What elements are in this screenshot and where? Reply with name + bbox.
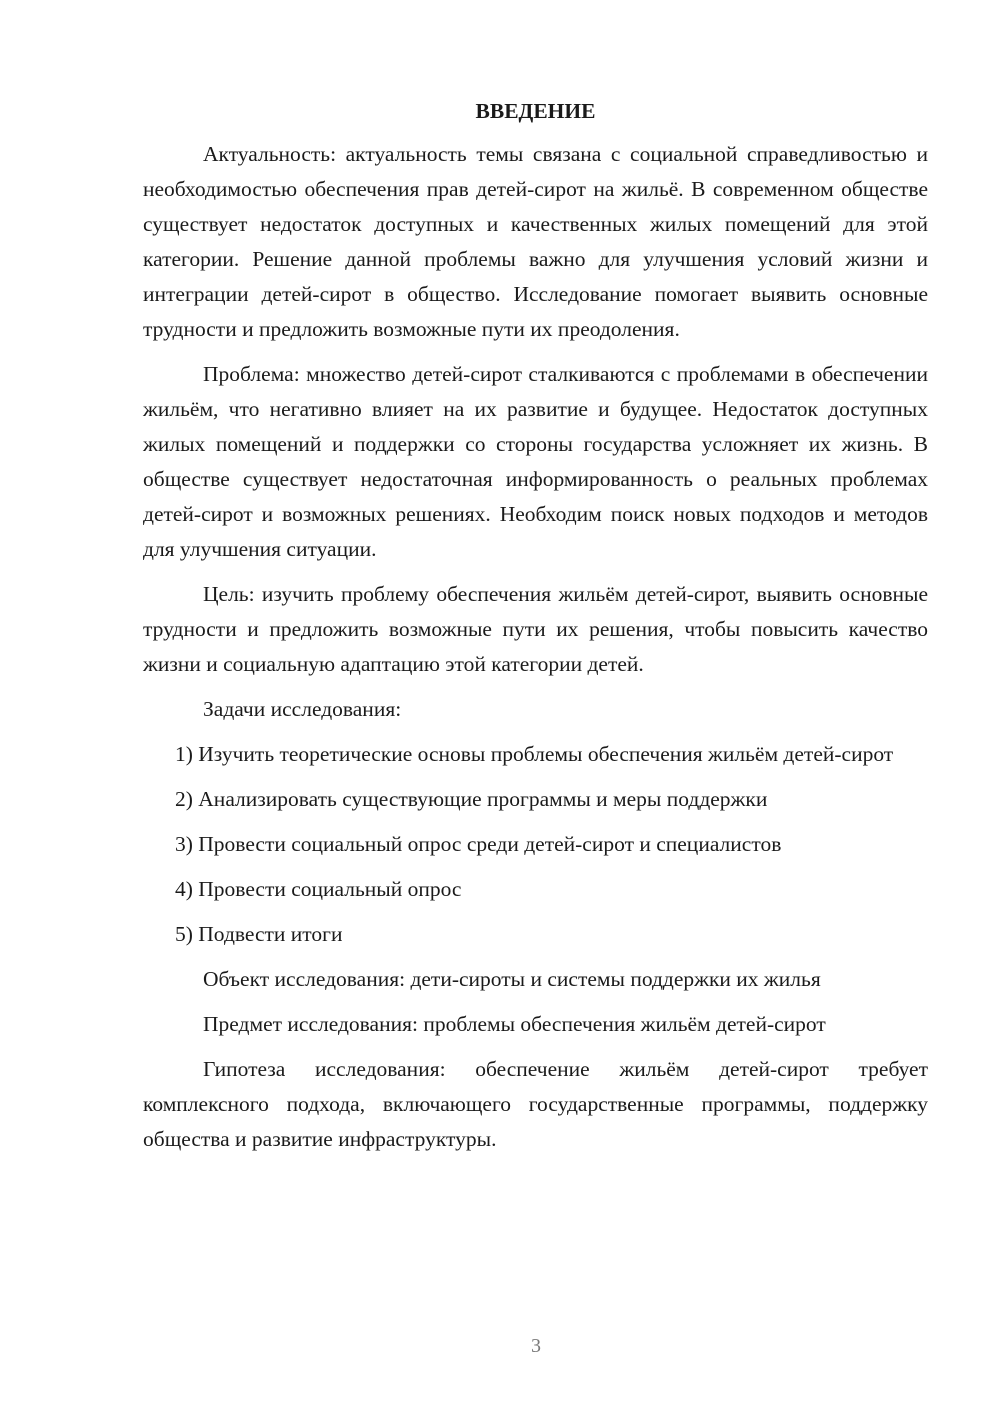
task-item-4: 4) Провести социальный опрос: [175, 877, 462, 901]
page-number: 3: [531, 1335, 541, 1357]
paragraph-goal: Цель: изучить проблему обеспечения жильём детей-сирот, выявить основные трудности и предложить возможные пути их решения, чтобы повысить качество жизни и социальную адаптацию этой категории детей.: [143, 582, 928, 676]
paragraph-hypothesis: Гипотеза исследования: обеспечение жильём детей-сирот требует комплексного подхода, включающего государственные программы, поддержку общества и развитие инфраструктуры.: [143, 1057, 928, 1151]
paragraph-subject: Предмет исследования: проблемы обеспечения жильём детей-сирот: [203, 1012, 826, 1036]
paragraph-relevance: Актуальность: актуальность темы связана с социальной справедливостью и необходимостью обеспечения прав детей-сирот на жильё. В современном обществе существует недостаток доступных и качественных жилых помещений для этой категории. Решение данной проблемы важно для улучшения условий жизни и интеграции детей-сирот в общество. Исследование помогает выявить основные трудности и предложить возможные пути их преодоления.: [143, 142, 928, 341]
section-title: ВВЕДЕНИЕ: [475, 99, 596, 123]
task-item-3: 3) Провести социальный опрос среди детей-сирот и специалистов: [175, 832, 782, 856]
paragraph-problem: Проблема: множество детей-сирот сталкиваются с проблемами в обеспечении жильём, что негативно влияет на их развитие и будущее. Недостаток доступных жилых помещений и поддержки со стороны государства усложняет их жизнь. В обществе существует недостаточная информированность о реальных проблемах детей-сирот и возможных решениях. Необходим поиск новых подходов и методов для улучшения ситуации.: [143, 362, 928, 561]
paragraph-object: Объект исследования: дети-сироты и системы поддержки их жилья: [203, 967, 821, 991]
task-item-2: 2) Анализировать существующие программы и меры поддержки: [175, 787, 768, 811]
task-item-1: 1) Изучить теоретические основы проблемы обеспечения жильём детей-сирот: [175, 742, 894, 766]
task-item-5: 5) Подвести итоги: [175, 922, 343, 946]
document-page: [143, 95, 928, 1167]
paragraph-tasks-heading: Задачи исследования:: [203, 697, 402, 721]
